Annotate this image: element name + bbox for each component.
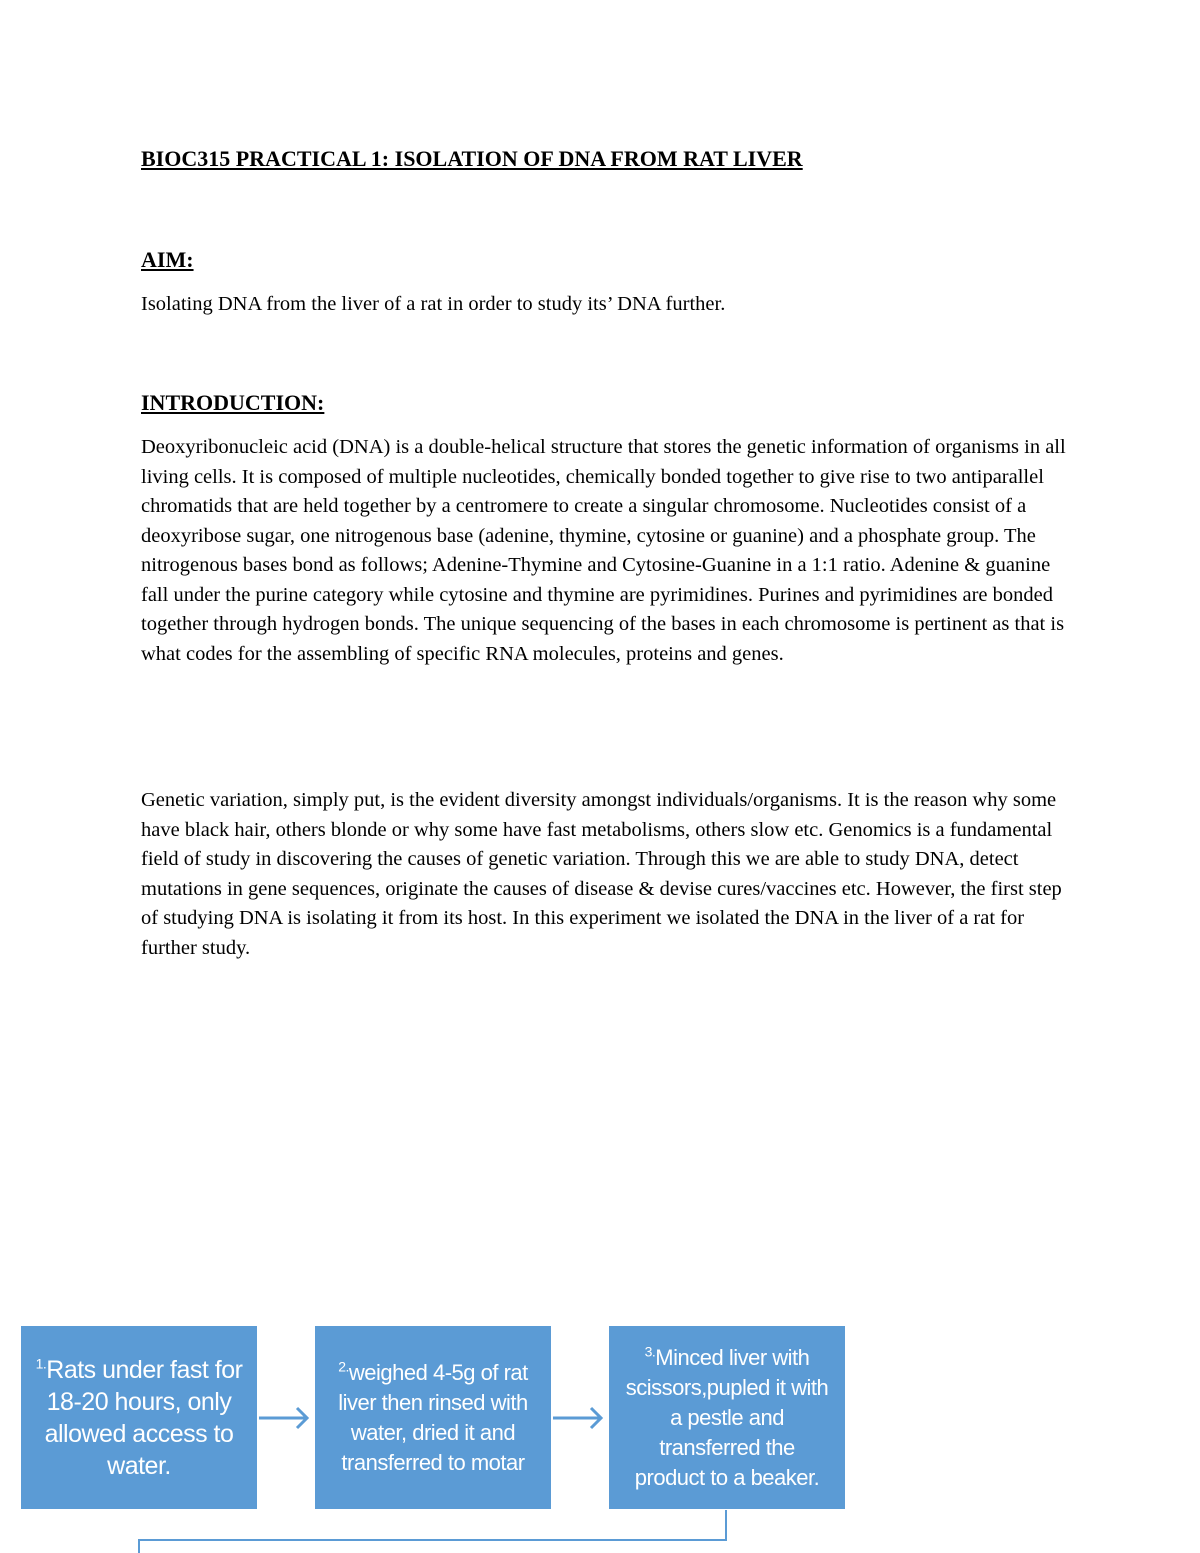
step-number: 3. — [644, 1343, 656, 1360]
introduction-heading: INTRODUCTION: — [141, 390, 325, 415]
step-text: Rats under fast for 18-20 hours, only allowed access to water. — [44, 1355, 243, 1480]
step-number: 2. — [338, 1358, 349, 1375]
introduction-paragraph: Deoxyribonucleic acid (DNA) is a double-helical structure that stores the genetic information of organisms in all living cells. It is composed of multiple nucleotides, chemically bonded together to give rise to two antiparallel chromatids that are held together by a centromere to create a singular chromosome. Nucleotides consist of a deoxyribose sugar, one nitrogenous base (adenine, thymine, cytosine or guanine) and a phosphate group. The nitrogenous bases bond as follows; Adenine-Thymine and Cytosine-Guanine in a 1:1 ratio. Adenine & guanine fall under the purine category while cytosine and thymine are pyrimidines. Purines and pyrimidines are bonded together through hydrogen bonds. The unique sequencing of the bases in each chromosome is pertinent as that is what codes for the assembling of specific RNA molecules, proteins and genes. — [141, 436, 1066, 665]
step-text: Minced liver with scissors,pupled it with a pestle and transferred the product to a beaker. — [625, 1344, 829, 1490]
right-arrow-icon — [259, 1403, 311, 1433]
aim-text: Isolating DNA from the liver of a rat in order to study its’ DNA further. — [141, 293, 726, 315]
flowchart-step-3 — [609, 1326, 845, 1509]
document-title: BIOC315 PRACTICAL 1: ISOLATION OF DNA FROM RAT LIVER — [141, 146, 803, 171]
introduction-paragraph: Genetic variation, simply put, is the evident diversity amongst individuals/organisms. It is the reason why some have black hair, others blonde or why some have fast metabolisms, others slow etc. Genomics is a fundamental field of study in discovering the causes of genetic variation. Through this we are able to study DNA, detect mutations in gene sequences, originate the causes of disease & devise cures/vaccines etc. However, the first step of studying DNA is isolating it from its host. In this experiment we isolated the DNA in the liver of a rat for further study. — [141, 789, 1062, 959]
flowchart-step-1 — [21, 1326, 257, 1509]
step-text: weighed 4-5g of rat liver then rinsed with water, dried it and transferred to motar — [338, 1359, 528, 1475]
step-number: 1. — [35, 1355, 47, 1372]
right-arrow-icon — [553, 1403, 605, 1433]
flowchart-step-2 — [315, 1326, 551, 1509]
flowchart-connector — [0, 1510, 1200, 1553]
aim-heading: AIM: — [141, 247, 194, 272]
